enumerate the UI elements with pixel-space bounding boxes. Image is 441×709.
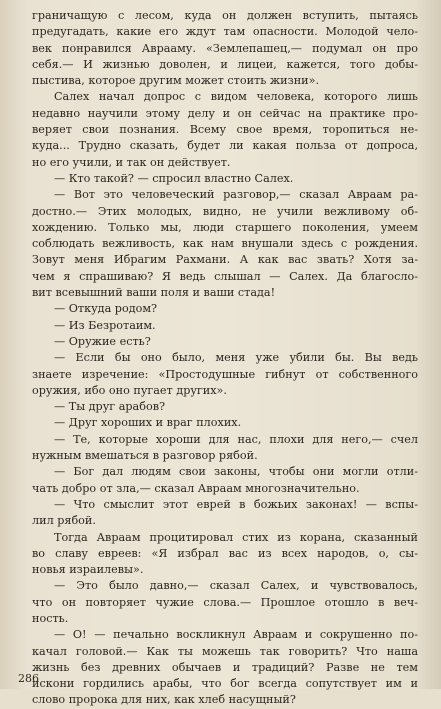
text-line: новья израилевы». xyxy=(32,563,144,577)
text-line: себя.— И жизнью доволен, и лицеи, кажется, того добы- xyxy=(32,57,418,71)
text-line: век понравился Аврааму. «Землепашец,— подумал он про xyxy=(32,41,418,55)
text-line: — Кто такой? — спросил властно Салех. xyxy=(54,171,294,185)
text-line: во славу евреев: «Я избрал вас из всех народов, о, сы- xyxy=(32,546,418,560)
text-line: искони гордились арабы, что бог всегда сопутствует им и xyxy=(32,677,418,691)
text-line: хождению. Только мы, люди старшего поколения, умеем xyxy=(32,220,418,234)
text-line: — Что смыслит этот еврей в божьих законах! — вспы- xyxy=(54,497,418,511)
text-line: жизнь без древних обычаев и традиций? Разве не тем xyxy=(32,660,418,674)
text-line: Зовут меня Ибрагим Рахмани. А как вас звать? Хотя за- xyxy=(32,253,418,267)
text-line: оружия, ибо оно пугает других». xyxy=(32,383,227,397)
text-line: но его учили, и так он действует. xyxy=(32,155,231,169)
text-line: — Оружие есть? xyxy=(54,334,151,348)
text-line: вит всевышний ваши поля и ваши стада! xyxy=(32,286,276,300)
text-line: — Из Безротаим. xyxy=(54,318,156,332)
text-line: достно.— Этих молодых, видно, не учили вежливому об- xyxy=(32,204,418,218)
text-line: нужным вмешаться в разговор рябой. xyxy=(32,449,258,463)
text-line: граничащую с лесом, куда он должен вступить, пытаясь xyxy=(32,9,418,22)
text-line: — Ты друг арабов? xyxy=(54,400,165,414)
text-line: — Откуда родом? xyxy=(54,302,158,316)
text-line: — Это было давно,— сказал Салех, и чувствовалось, xyxy=(54,579,418,593)
text-line: качал головой.— Как ты можешь так говорить? Что наша xyxy=(32,644,418,658)
text-line: пыстива, которое другим может стоить жизни». xyxy=(32,74,320,88)
text-line: — Бог дал людям свои законы, чтобы они могли отли- xyxy=(54,465,418,479)
text-line: ность. xyxy=(32,611,69,625)
text-line: соблюдать вежливость, как нам внушали здесь с рождения. xyxy=(32,237,418,251)
text-line: Тогда Авраам процитировал стих из корана, сказанный xyxy=(54,530,418,544)
text-line: знаете изречение: «Простодушные гибнут от собственного xyxy=(32,367,418,381)
text-line: что он повторяет чужие слова.— Прошлое отошло в веч- xyxy=(32,595,418,609)
text-line: — Те, которые хороши для нас, плохи для него,— счел xyxy=(54,432,418,446)
text-line: недавно научили этому делу и он сейчас на практике про- xyxy=(32,106,418,120)
text-line: куда... Трудно сказать, будет ли какая польза от допроса, xyxy=(32,139,418,153)
text-line: чем я спрашиваю? Я ведь слышал — Салех. Да благосло- xyxy=(32,269,418,283)
text-line: — О! — печально воскликнул Авраам и сокрушенно по- xyxy=(54,628,418,642)
page-number: 286 xyxy=(18,672,39,685)
text-line: чать добро от зла,— сказал Авраам многозначительно. xyxy=(32,481,360,495)
text-line: — Друг хороших и враг плохих. xyxy=(54,416,242,430)
text-line: слово пророка для них, как хлеб насущный? xyxy=(32,693,296,707)
text-line: веряет свои познания. Всему свое время, торопиться не- xyxy=(32,123,418,137)
text-line: Салех начал допрос с видом человека, которого лишь xyxy=(54,90,418,104)
text-line: предугадать, какие его ждут там опасности. Молодой чело- xyxy=(32,25,418,39)
text-line: лил рябой. xyxy=(32,514,96,528)
text-line: — Если бы оно было, меня уже убили бы. Вы ведь xyxy=(54,351,418,365)
text-line: — Вот это человеческий разговор,— сказал Авраам ра- xyxy=(54,188,418,202)
page-body-text xyxy=(32,8,418,709)
